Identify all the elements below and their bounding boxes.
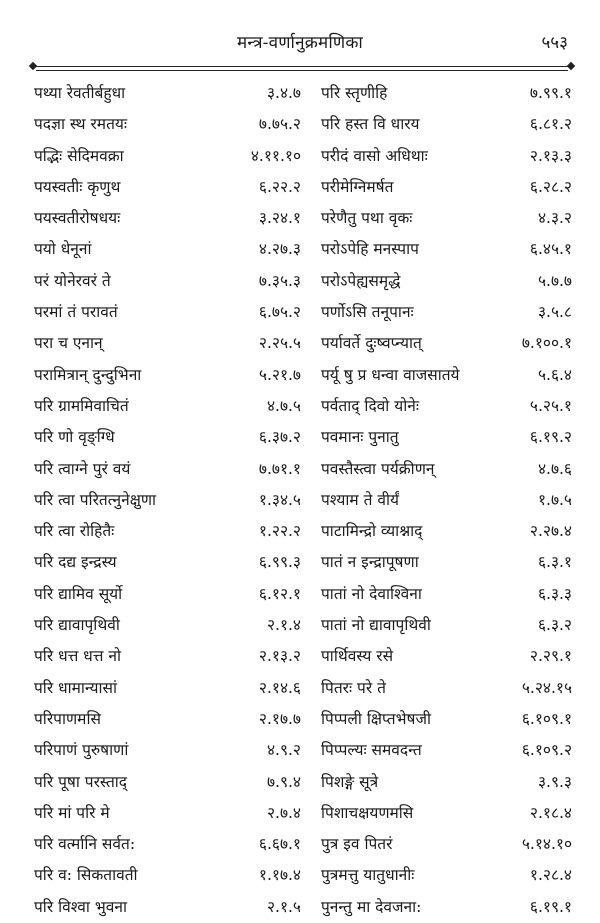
index-row [34,735,301,766]
verse-reference: ४.७.६ [537,459,572,478]
index-row [321,78,572,109]
page-number: ५५३ [541,33,568,53]
verse-reference: ५.६.४ [537,365,572,384]
mantra-entry: पयो धेनूनां [34,240,92,259]
index-row [321,579,572,610]
index-row [34,109,301,140]
verse-reference: २.१३.२ [258,647,301,666]
index-row [321,234,572,265]
index-row [34,485,301,516]
index-row [321,266,572,297]
index-row [34,673,301,704]
mantra-entry: पुत्र इव पितरं [321,835,393,854]
index-row [34,234,301,265]
header-rule [36,66,568,71]
mantra-entry: पश्याम ते वीर्यं [321,490,399,509]
verse-reference: ५.१४.१० [521,835,572,854]
verse-reference: ४.२७.३ [258,240,301,259]
index-row [321,391,572,422]
verse-reference: ५.२१.७ [258,365,301,384]
mantra-entry: परीदं वासो अधिथाः [321,146,428,165]
mantra-entry: पवमानः पुनातु [321,428,399,447]
index-row [321,767,572,798]
mantra-entry: पयस्वतीः कृणुथ [34,177,121,196]
verse-reference: ७.७१.१ [258,459,301,478]
index-row [321,610,572,641]
verse-reference: २.२५.५ [258,334,301,353]
mantra-entry: परि णो वृङ्ग्धि [34,428,115,447]
index-row [321,328,572,359]
mantra-entry: परि त्वा परितत्नुनेक्षुणा [34,490,157,509]
mantra-entry: परि व: सिकतावती [34,866,138,885]
verse-reference: २.१८.४ [529,803,572,822]
mantra-entry: पातां नो द्यावापृथिवी [321,616,431,635]
verse-reference: ३.४.७ [266,84,301,102]
mantra-entry: पुत्रमत्तु यातुधानीः [321,866,415,885]
mantra-entry: पद्भिः सेदिमवक्रा [34,146,124,165]
mantra-entry: पार्थिवस्य रसे [321,647,394,666]
mantra-entry: पुनन्तु मा देवजना: [321,897,422,916]
mantra-entry: परि दद्य इन्द्रस्य [34,553,117,572]
verse-reference: १.३४.५ [258,490,301,509]
mantra-entry: परि स्तृणीहि [321,84,388,102]
mantra-entry: परि विश्वा भुवना [34,897,127,916]
verse-reference: ४.३.२ [537,209,572,228]
mantra-entry: परि द्यामिव सूर्यो [34,584,123,603]
mantra-entry: पितरः परे ते [321,678,386,697]
verse-reference: ६.३.३ [537,584,572,603]
verse-reference: ६.८१.२ [529,115,572,134]
index-row [34,78,301,109]
verse-reference: ३.९.३ [537,772,572,791]
index-row [34,767,301,798]
verse-reference: ६.१२.१ [258,584,301,603]
verse-reference: १.७.५ [537,490,572,509]
mantra-entry: परं योनेरवरं ते [34,271,111,290]
index-row [321,673,572,704]
verse-reference: ४.९.२ [266,741,301,760]
verse-reference: ६.२२.२ [258,177,301,196]
index-row [34,297,301,328]
verse-reference: ६.३७.२ [258,428,301,447]
mantra-entry: पिशङ्गे सूत्रे [321,772,379,791]
index-row [34,860,301,891]
index-row [321,485,572,516]
verse-reference: ७.३५.३ [258,271,301,290]
verse-reference: ६.४५.१ [529,240,572,259]
verse-reference: ४.११.१० [250,146,301,165]
index-row [34,610,301,641]
index-row [321,360,572,391]
index-row [321,829,572,860]
index-row [321,704,572,735]
index-row [34,641,301,672]
verse-reference: ५.७.७ [537,271,572,290]
verse-reference: ७.९९.१ [529,84,572,102]
index-row [34,328,301,359]
page-title: मन्त्र-वर्णानुक्रमणिका [237,33,363,53]
mantra-entry: पिप्पली क्षिप्तभेषजी [321,709,431,728]
verse-reference: ६.२८.२ [529,177,572,196]
verse-reference: २.२७.४ [529,522,572,541]
mantra-entry: पातां नो देवाश्विना [321,584,422,603]
verse-reference: ६.१०९.२ [521,741,572,760]
verse-reference: ५.२४.१५ [521,678,572,697]
mantra-entry: परमां तं परावतं [34,303,118,322]
mantra-entry: परि वर्त्मानि सर्वत: [34,835,136,854]
mantra-entry: परि धामान्यासां [34,678,117,697]
mantra-entry: पर्यावर्ते दुःष्वप्न्यात् [321,334,422,353]
index-row [321,141,572,172]
mantra-entry: परि त्वाग्ने पुरं वयं [34,459,131,478]
mantra-entry: परा च एनान् [34,334,103,353]
mantra-entry: परि पूषा परस्ताद् [34,772,128,791]
mantra-entry: पर्णोऽसि तनूपानः [321,303,414,322]
verse-reference: ६.१०९.१ [521,709,572,728]
mantra-entry: पर्वताद् दिवो योनेः [321,396,419,415]
verse-reference: २.२९.१ [529,647,572,666]
right-column [321,78,572,923]
verse-reference: ४.७.५ [266,396,301,415]
verse-reference: १.२२.२ [258,522,301,541]
mantra-entry: परीमेग्निमर्षत [321,177,394,196]
index-row [321,547,572,578]
index-row [34,547,301,578]
mantra-entry: परि ग्राममिवाचितं [34,396,129,415]
mantra-entry: परि द्यावापृथिवी [34,616,120,635]
index-row [321,860,572,891]
mantra-entry: पिप्पल्यः समवदन्त [321,741,422,760]
index-row [321,422,572,453]
index-row [321,297,572,328]
index-row [34,141,301,172]
index-row [321,109,572,140]
verse-reference: १.२८.४ [529,866,572,885]
index-row [321,454,572,485]
verse-reference: ६.६७.१ [258,835,301,854]
verse-reference: २.७.४ [266,803,301,822]
verse-reference: ६.३.१ [537,553,572,572]
index-row [321,172,572,203]
verse-reference: ५.२५.१ [529,396,572,415]
page-header [0,30,600,60]
mantra-entry: परेणैतु पथा वृकः [321,209,413,228]
mantra-entry: परिपाणं पुरुषाणां [34,741,129,760]
verse-reference: ७.९.४ [266,772,301,791]
index-row [321,798,572,829]
index-row [321,516,572,547]
mantra-entry: परोऽपेहि मनस्पाप [321,240,419,259]
verse-reference: ६.१९.२ [529,428,572,447]
index-row [34,172,301,203]
index-row [321,892,572,923]
index-row [34,422,301,453]
index-row [34,391,301,422]
index-row [34,829,301,860]
index-row [34,454,301,485]
index-row [34,704,301,735]
verse-reference: ६.९९.३ [258,553,301,572]
mantra-entry: परामित्रान् दुन्दुभिना [34,365,142,384]
verse-reference: २.१.५ [266,897,301,916]
mantra-entry: पातं न इन्द्रापूषणा [321,553,419,572]
verse-reference: ६.१९.१ [529,897,572,916]
index-row [321,641,572,672]
mantra-entry: पर्यू षु प्र धन्वा वाजसातये [321,365,460,384]
index-row [34,892,301,923]
left-column [34,78,301,923]
mantra-entry: परिपाणमसि [34,709,101,728]
verse-reference: २.१.४ [266,616,301,635]
mantra-entry: पथ्या रेवतीर्बहुधा [34,84,126,102]
mantra-entry: परि त्वा रोहितैः [34,522,115,541]
verse-reference: १.१७.४ [258,866,301,885]
verse-reference: ३.२४.१ [258,209,301,228]
mantra-entry: परि धत्त धत्त नो [34,647,122,666]
verse-reference: ३.५.८ [537,303,572,322]
verse-reference: ७.१००.१ [521,334,572,353]
index-row [34,798,301,829]
verse-reference: २.१३.३ [529,146,572,165]
mantra-entry: पयस्वतीरोषधयः [34,209,121,228]
index-row [34,579,301,610]
mantra-entry: पिशाचक्षयणमसि [321,803,414,822]
index-row [321,735,572,766]
index-row [34,360,301,391]
verse-reference: २.१७.७ [258,709,301,728]
index-row [34,516,301,547]
index-row [34,266,301,297]
index-row [34,203,301,234]
mantra-entry: पवस्तैस्त्वा पर्यक्रीणन् [321,459,435,478]
mantra-entry: पदज्ञा स्थ रमतयः [34,115,128,134]
mantra-entry: परि हस्त वि धारय [321,115,420,134]
verse-reference: ७.७५.२ [258,115,301,134]
verse-reference: ६.७५.२ [258,303,301,322]
verse-reference: २.१४.६ [258,678,301,697]
mantra-entry: परोऽपेह्यसमृद्धे [321,271,401,290]
verse-reference: ६.३.२ [537,616,572,635]
mantra-entry: पाटामिन्द्रो व्याश्नाद् [321,522,423,541]
mantra-entry: परि मां परि मे [34,803,110,822]
index-row [321,203,572,234]
